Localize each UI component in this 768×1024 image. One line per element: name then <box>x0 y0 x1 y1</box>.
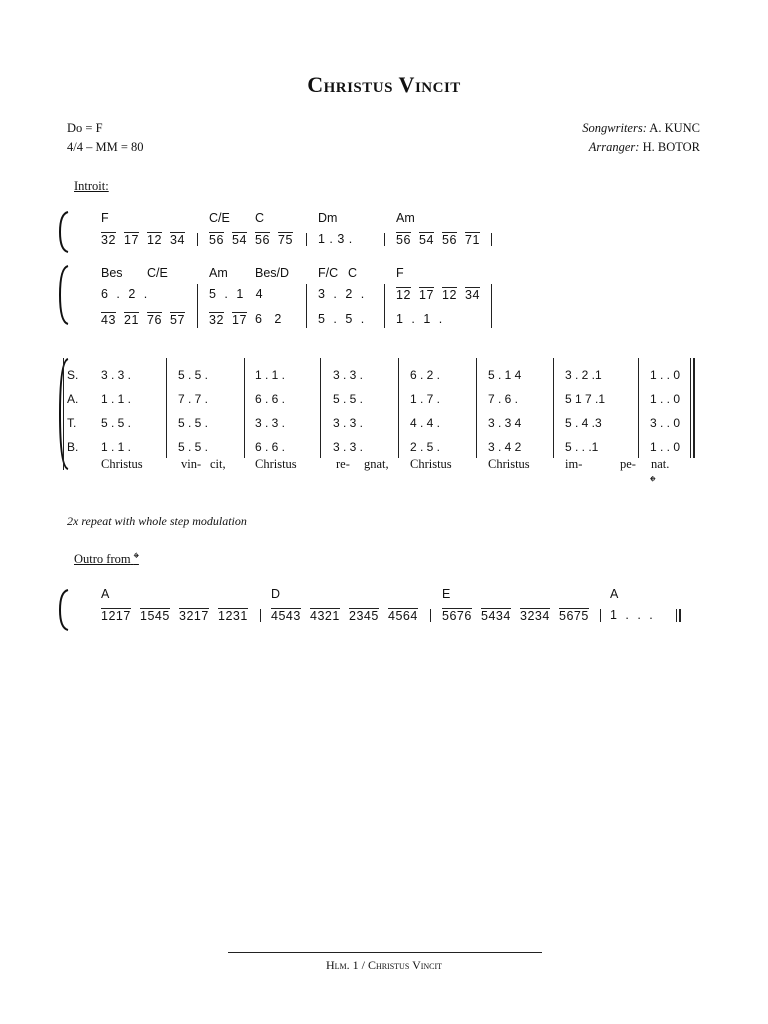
voice-label: B. <box>67 440 79 454</box>
note-group: 17 <box>419 288 434 302</box>
coda-icon: 𝄌 <box>650 472 656 491</box>
voice-label: T. <box>67 416 77 430</box>
introit-label: Introit: <box>74 179 109 193</box>
note-group: 6 2 <box>255 312 282 326</box>
footer-rule <box>228 952 542 953</box>
note-group: 4564 <box>388 609 418 623</box>
chord: Am <box>396 211 415 225</box>
satb-cell: 1 . 7 . <box>410 392 441 406</box>
note-group: 34 <box>170 233 185 247</box>
meta-left <box>67 119 144 157</box>
intro-row1-brace <box>56 210 70 254</box>
final-barline <box>676 609 677 622</box>
lyric: vin- <box>181 457 202 471</box>
satb-cell: 6 . 2 . <box>410 368 441 382</box>
final-barline-thick <box>693 358 695 458</box>
lyric: Christus <box>255 457 297 471</box>
key-signature: Do = F <box>67 121 103 135</box>
note-group: 5676 <box>442 609 472 623</box>
chord: C/E <box>209 211 230 225</box>
note-group: 56 <box>442 233 457 247</box>
footer: Hlm. 1 / Christus Vincit <box>325 958 443 972</box>
lyric: im- <box>565 457 583 471</box>
note-group: 54 <box>232 233 247 247</box>
barline <box>197 284 198 328</box>
satb-cell: 7 . 6 . <box>488 392 519 406</box>
satb-cell: 1 . . 0 <box>650 392 681 406</box>
barline <box>384 284 385 328</box>
satb-cell: 5 . 4 .3 <box>565 416 602 430</box>
arranger: H. BOTOR <box>642 140 700 154</box>
chord: C/E <box>147 266 168 280</box>
satb-cell: 5 . . .1 <box>565 440 599 454</box>
lyric: pe- <box>620 457 636 471</box>
satb-cell: 3 . 2 .1 <box>565 368 602 382</box>
outro-brace <box>56 588 70 632</box>
note-group: 3234 <box>520 609 550 623</box>
page-title: Christus Vincit <box>307 72 461 97</box>
tempo: 4/4 – MM = 80 <box>67 140 144 154</box>
barline <box>638 358 639 458</box>
system-line <box>63 358 64 470</box>
note-group: 56 <box>396 233 411 247</box>
lyric: nat. <box>651 457 670 471</box>
note-group: 32 <box>101 233 116 247</box>
note-group: 5 . 5 . <box>318 312 365 326</box>
note-group: 56 <box>255 233 270 247</box>
satb-cell: 3 . 3 . <box>333 416 364 430</box>
voice-label: S. <box>67 368 79 382</box>
note-group: 21 <box>124 313 139 327</box>
note-group: 54 <box>419 233 434 247</box>
barline <box>244 358 245 458</box>
chord: F <box>101 211 109 225</box>
note-group: 17 <box>124 233 139 247</box>
satb-cell: 2 . 5 . <box>410 440 441 454</box>
barline <box>491 233 492 246</box>
note-group: 76 <box>147 313 162 327</box>
satb-cell: 6 . 6 . <box>255 440 286 454</box>
satb-cell: 1 . . 0 <box>650 368 681 382</box>
note-group: 1217 <box>101 609 131 623</box>
chord: C <box>348 266 358 280</box>
chord: Dm <box>318 211 338 225</box>
lyric: cit, <box>210 457 226 471</box>
note-group: 43 <box>101 313 116 327</box>
note-group: 6 . 2 . <box>101 287 148 301</box>
chord: C <box>255 211 265 225</box>
chord: D <box>271 587 281 601</box>
satb-cell: 1 . 1 . <box>101 440 132 454</box>
satb-cell: 3 . . 0 <box>650 416 681 430</box>
lyric: Christus <box>488 457 530 471</box>
final-barline <box>690 358 691 458</box>
songwriters: A. KUNC <box>649 121 700 135</box>
satb-cell: 3 . 4 2 <box>488 440 522 454</box>
note-group: 1545 <box>140 609 170 623</box>
note-group: 56 <box>209 233 224 247</box>
barline <box>430 609 431 622</box>
satb-cell: 3 . 3 . <box>101 368 132 382</box>
meta-right <box>582 119 700 157</box>
satb-cell: 5 . 5 . <box>101 416 132 430</box>
note-group: 5675 <box>559 609 589 623</box>
note-group: 32 <box>209 313 224 327</box>
satb-cell: 4 . 4 . <box>410 416 441 430</box>
satb-cell: 1 . . 0 <box>650 440 681 454</box>
satb-cell: 3 . 3 . <box>255 416 286 430</box>
chord: F/C <box>318 266 339 280</box>
note-group: 2345 <box>349 609 379 623</box>
note-group: 1 . 1 . <box>396 312 443 326</box>
note-group: 12 <box>147 233 162 247</box>
satb-cell: 5 . 5 . <box>178 368 209 382</box>
satb-cell: 5 . 1 4 <box>488 368 522 382</box>
voice-label: A. <box>67 392 79 406</box>
satb-cell: 5 . 5 . <box>333 392 364 406</box>
lyric: gnat, <box>364 457 389 471</box>
note-group: 12 <box>396 288 411 302</box>
intro-row2-brace <box>56 264 70 326</box>
note-group: 4543 <box>271 609 301 623</box>
lyric: re- <box>336 457 350 471</box>
satb-cell: 6 . 6 . <box>255 392 286 406</box>
barline <box>320 358 321 458</box>
note-group: 3 . 2 . <box>318 287 365 301</box>
chord: Bes/D <box>255 266 290 280</box>
barline <box>260 609 261 622</box>
satb-cell: 7 . 7 . <box>178 392 209 406</box>
note-group: 1231 <box>218 609 248 623</box>
barline <box>398 358 399 458</box>
chord: A <box>610 587 619 601</box>
chord: F <box>396 266 404 280</box>
note-group: 17 <box>232 313 247 327</box>
note-group: 4321 <box>310 609 340 623</box>
barline <box>491 284 492 328</box>
barline <box>384 233 385 246</box>
note-group: 75 <box>278 233 293 247</box>
satb-cell: 3 . 3 4 <box>488 416 522 430</box>
satb-cell: 5 . 5 . <box>178 440 209 454</box>
barline <box>306 284 307 328</box>
note-group: 5 . 1 4 <box>209 287 264 301</box>
note-group: 5434 <box>481 609 511 623</box>
barline <box>197 233 198 246</box>
chord: Bes <box>101 266 123 280</box>
satb-cell: 1 . 1 . <box>101 392 132 406</box>
arranger-label: Arranger: <box>588 140 640 154</box>
note-group: 1 . . . <box>610 608 654 622</box>
barline <box>306 233 307 246</box>
satb-cell: 3 . 3 . <box>333 440 364 454</box>
repeat-note: 2x repeat with whole step modulation <box>67 514 247 528</box>
satb-cell: 3 . 3 . <box>333 368 364 382</box>
lyric: Christus <box>101 457 143 471</box>
chord: A <box>101 587 110 601</box>
note-group: 71 <box>465 233 480 247</box>
note-group: 1 . 3 . <box>318 232 353 246</box>
chord: E <box>442 587 451 601</box>
satb-cell: 5 1 7 .1 <box>565 392 606 406</box>
note-group: 57 <box>170 313 185 327</box>
barline <box>600 609 601 622</box>
songwriters-label: Songwriters: <box>582 121 647 135</box>
satb-cell: 5 . 5 . <box>178 416 209 430</box>
note-group: 34 <box>465 288 480 302</box>
note-group: 3217 <box>179 609 209 623</box>
barline <box>553 358 554 458</box>
outro-label <box>74 549 139 567</box>
final-barline-thick <box>679 609 681 622</box>
note-group: 12 <box>442 288 457 302</box>
chord: Am <box>209 266 228 280</box>
lyric: Christus <box>410 457 452 471</box>
outro-label-text: Outro from <box>74 552 131 566</box>
satb-cell: 1 . 1 . <box>255 368 286 382</box>
barline <box>166 358 167 458</box>
barline <box>476 358 477 458</box>
coda-icon: 𝄌 <box>133 549 139 567</box>
